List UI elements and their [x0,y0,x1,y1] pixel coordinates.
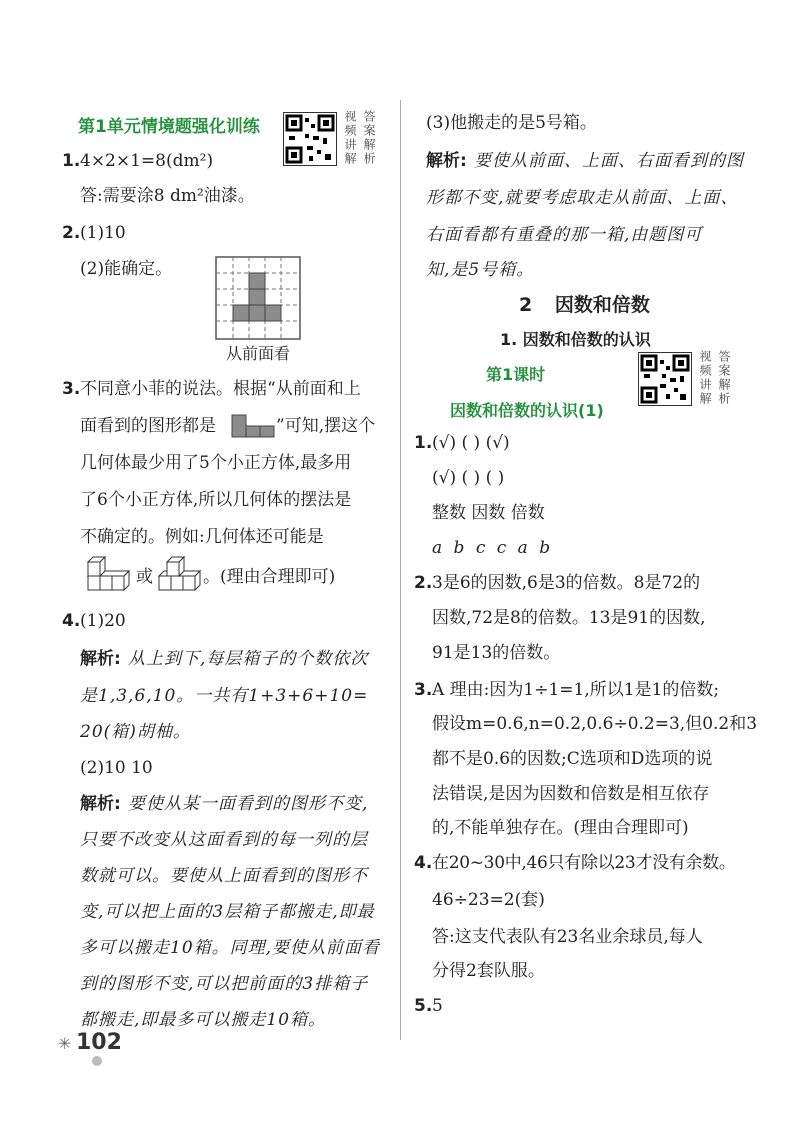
qr-code-icon-right [638,352,692,406]
q4-jiexi-2-line-5: 多可以搬走10箱。同理,要使从前面看 [80,938,381,958]
q4-number: 4. [62,611,81,631]
q4-jiexi-label-1: 解析: [80,649,121,669]
sub-title: 1. 因数和倍数的认识 [500,330,651,349]
page-number: 102 [76,1030,122,1055]
figure-caption: 从前面看 [226,344,291,363]
r4-number: 4. [414,853,433,873]
r4-line-3: 答:这支代表队有23名业余球员,每人 [432,927,703,947]
r2-line-2: 因数,72是8的倍数。13是91的因数, [432,608,706,628]
r4-line-1: 在20~30中,46只有除以23才没有余数。 [432,853,736,873]
q4-jiexi-1-line-1: 从上到下,每层箱子的个数依次 [128,649,369,669]
q3-line-2a: 面看到的图形都是 [80,416,216,436]
q4-3-line: (3)他搬走的是5号箱。 [426,113,597,133]
r1-number: 1. [414,433,433,453]
lesson-title: 因数和倍数的认识(1) [450,401,604,420]
section-title: 第1单元情境题强化训练 [78,117,260,137]
q3-or: 或 [136,567,153,587]
chapter-heading [519,290,650,317]
q4-jiexi-2-line-7: 都搬走,即最多可以搬走10箱。 [80,1010,327,1030]
r2-line-1: 3是6的因数,6是3的倍数。8是72的 [432,573,701,593]
q4-line-1: (1)20 [80,611,126,631]
r3-line-5: 的,不能单独存在。(理由合理即可) [432,818,689,838]
q4-jiexi-1-line-3: 20(箱)胡柚。 [80,722,191,742]
q3-line-3: 几何体最少用了5个小正方体,最多用 [80,453,352,473]
q2-number: 2. [62,223,81,243]
q3-note: 。(理由合理即可) [203,567,336,587]
r4-line-4: 分得2套队服。 [432,961,545,981]
q4-jiexi-2-line-2: 只要不改变从这面看到的每一列的层 [80,830,368,850]
r5-number: 5. [414,996,433,1016]
q2-line-1: (1)10 [80,223,126,243]
q4-3-jiexi-line-3: 右面看都有重叠的那一箱,由题图可 [426,225,703,245]
q4-jiexi-2-line-4: 变,可以把上面的3层箱子都搬走,即最 [80,902,375,922]
r1-row-3: 整数 因数 倍数 [432,503,545,523]
decorative-dot [92,1056,102,1066]
q3-line-4: 了6个小正方体,所以几何体的摆法是 [80,490,352,510]
front-view-figure [215,256,301,344]
q4-3-jiexi-label: 解析: [426,151,467,171]
qr-label-answer-right: 答案解析 [717,350,731,406]
q4-jiexi-label-2: 解析: [80,794,121,814]
r2-line-3: 91是13的倍数。 [432,643,561,663]
r1-row-1: (√) ( ) (√) [432,433,510,453]
q4-3-jiexi-line-4: 知,是5号箱。 [426,260,535,280]
q4-3-jiexi-line-2: 形都不变,就要考虑取走从前面、上面、 [426,188,739,208]
qr-code-icon [283,112,337,166]
q2-line-2: (2)能确定。 [80,259,173,279]
q4-jiexi-1-line-2: 是1,3,6,10。一共有1+3+6+10= [80,686,369,706]
q4-jiexi-2-line-3: 数就可以。要使从上面看到的图形不 [80,866,368,886]
q3-number: 3. [62,379,81,399]
r3-line-2: 假设m=0.6,n=0.2,0.6÷0.2=3,但0.2和3 [432,714,758,734]
q3-line-5: 不确定的。例如:几何体还可能是 [80,527,324,547]
column-divider [400,100,401,1040]
chapter-title: 因数和倍数 [554,294,650,316]
qr-label-video-right: 视频讲解 [698,350,712,406]
q4-3-jiexi-line-1: 要使从前面、上面、右面看到的图 [474,151,744,171]
cube-stack-figure-1 [86,556,132,596]
r1-row-4: a b c c a b [432,538,551,558]
l-shape-icon [231,414,275,442]
r3-number: 3. [414,680,433,700]
q3-line-1: 不同意小菲的说法。根据“从前面和上 [80,379,361,399]
q1-line-2: 答:需要涂8 dm²油漆。 [80,186,255,206]
r4-line-2: 46÷23=2(套) [432,890,545,910]
q4-jiexi-2-line-1: 要使从某一面看到的图形不变, [128,794,369,814]
q1-line-1: 4×2×1=8(dm²) [80,151,214,171]
r1-row-2: (√) ( ) ( ) [432,468,505,488]
r2-number: 2. [414,573,433,593]
q1-number: 1. [62,151,81,171]
cube-stack-figure-2 [157,556,203,596]
r5-line-1: 5 [432,996,443,1016]
r3-line-3: 都不是0.6的因数;C选项和D选项的说 [432,749,713,769]
q4-line-2: (2)10 10 [80,758,153,778]
qr-label-answer: 答案解析 [362,110,376,166]
qr-label-video: 视频讲解 [343,110,357,166]
r3-line-4: 法错误,是因为因数和倍数是相互依存 [432,784,710,804]
star-icon: ✳ [58,1034,72,1053]
lesson-label: 第1课时 [486,365,546,384]
q3-line-2b: ”可知,摆这个 [276,416,376,436]
q4-jiexi-2-line-6: 到的图形不变,可以把前面的3排箱子 [80,974,369,994]
chapter-number: 2 [519,294,533,316]
r3-line-1: A 理由:因为1÷1=1,所以1是1的倍数; [432,680,720,700]
